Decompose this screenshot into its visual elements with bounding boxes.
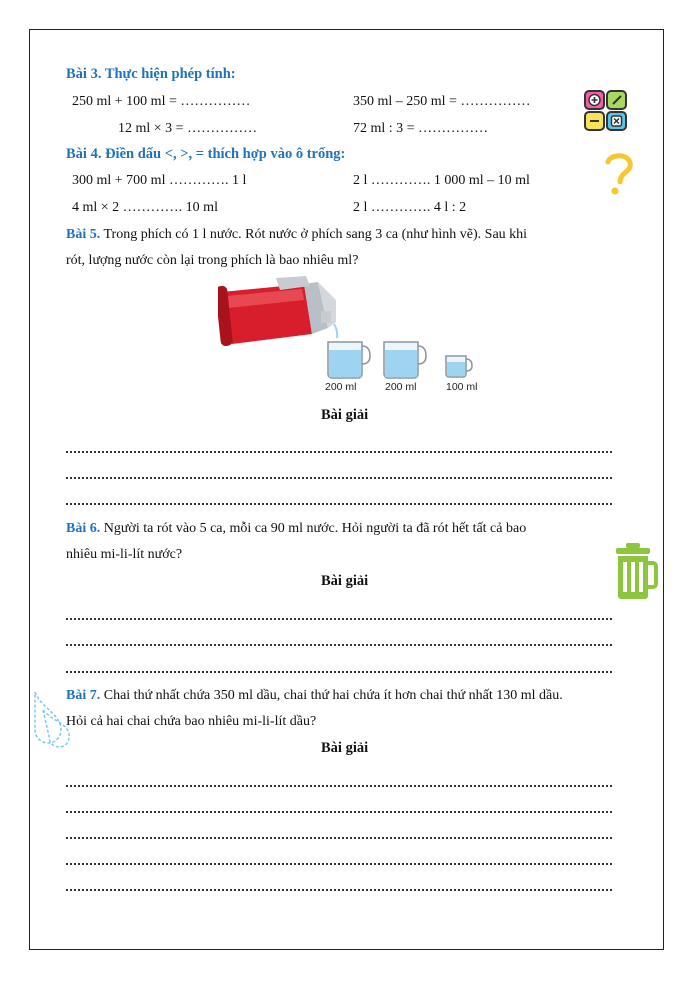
bai7-line-2: Hỏi cả hai chai chứa bao nhiêu mi-li-lít dầu? xyxy=(66,714,317,729)
bai4-heading: Bài 4. Điền dấu <, >, = thích hợp vào ô trống: xyxy=(66,146,346,162)
bai7-answer-line-3 xyxy=(66,837,612,841)
bai3-item-2: 350 ml – 250 ml = …………… xyxy=(353,94,531,109)
bai4-item-4: 2 l …………. 4 l : 2 xyxy=(353,200,467,215)
thermos-icon xyxy=(218,276,336,346)
bai3-item-3: 12 ml × 3 = …………… xyxy=(118,121,258,136)
bai7-answer-line-1 xyxy=(66,785,612,789)
bai7-solution-title: Bài giải xyxy=(321,740,369,756)
bai5-number: Bài 5. xyxy=(66,227,101,242)
bai5-line-2: rót, lượng nước còn lại trong phích là bao nhiêu ml? xyxy=(66,253,359,268)
bai6-number: Bài 6. xyxy=(66,521,101,536)
bai4-item-2: 2 l …………. 1 000 ml – 10 ml xyxy=(353,173,530,188)
math-operations-icon xyxy=(583,89,629,133)
bai5-solution-title: Bài giải xyxy=(321,407,369,423)
bai3-item-4: 72 ml : 3 = …………… xyxy=(353,121,489,136)
bai6-line-1 xyxy=(66,521,526,537)
bai5-answer-line-3 xyxy=(66,503,612,507)
bai4-item-3: 4 ml × 2 …………. 10 ml xyxy=(72,200,218,215)
bai3-heading: Bài 3. Thực hiện phép tính: xyxy=(66,66,236,82)
bai6-answer-line-2 xyxy=(66,644,612,648)
cup-1-icon xyxy=(328,342,370,378)
trash-bin-icon xyxy=(612,541,658,601)
cup-2-icon xyxy=(384,342,426,378)
bai6-text-1: Người ta rót vào 5 ca, mỗi ca 90 ml nước. Hỏi người ta đã rót hết tất cả bao xyxy=(100,521,527,536)
bai5-text-1: Trong phích có 1 l nước. Rót nước ở phích sang 3 ca (như hình vẽ). Sau khi xyxy=(100,227,528,242)
bai6-answer-line-1 xyxy=(66,618,612,622)
bai7-text-1: Chai thứ nhất chứa 350 ml dầu, chai thứ hai chứa ít hơn chai thứ nhất 130 ml dầu. xyxy=(100,688,563,703)
bai7-answer-line-2 xyxy=(66,811,612,815)
cup-2-label: 200 ml xyxy=(385,381,417,393)
bai5-line-1 xyxy=(66,227,527,243)
cup-3-label: 100 ml xyxy=(446,381,478,393)
bai5-answer-line-1 xyxy=(66,451,612,455)
bai3-item-1: 250 ml + 100 ml = …………… xyxy=(72,94,251,109)
cup-3-icon xyxy=(446,356,472,377)
bai4-item-1: 300 ml + 700 ml …………. 1 l xyxy=(72,173,247,188)
bai7-line-1 xyxy=(66,688,563,704)
bai6-line-2: nhiêu mi-li-lít nước? xyxy=(66,547,183,562)
bai6-solution-title: Bài giải xyxy=(321,573,369,589)
bai6-answer-line-3 xyxy=(66,671,612,675)
question-mark-icon xyxy=(602,150,636,196)
bai7-number: Bài 7. xyxy=(66,688,101,703)
bai7-answer-line-4 xyxy=(66,863,612,867)
bai5-answer-line-2 xyxy=(66,477,612,481)
bai7-answer-line-5 xyxy=(66,889,612,893)
cup-1-label: 200 ml xyxy=(325,381,357,393)
